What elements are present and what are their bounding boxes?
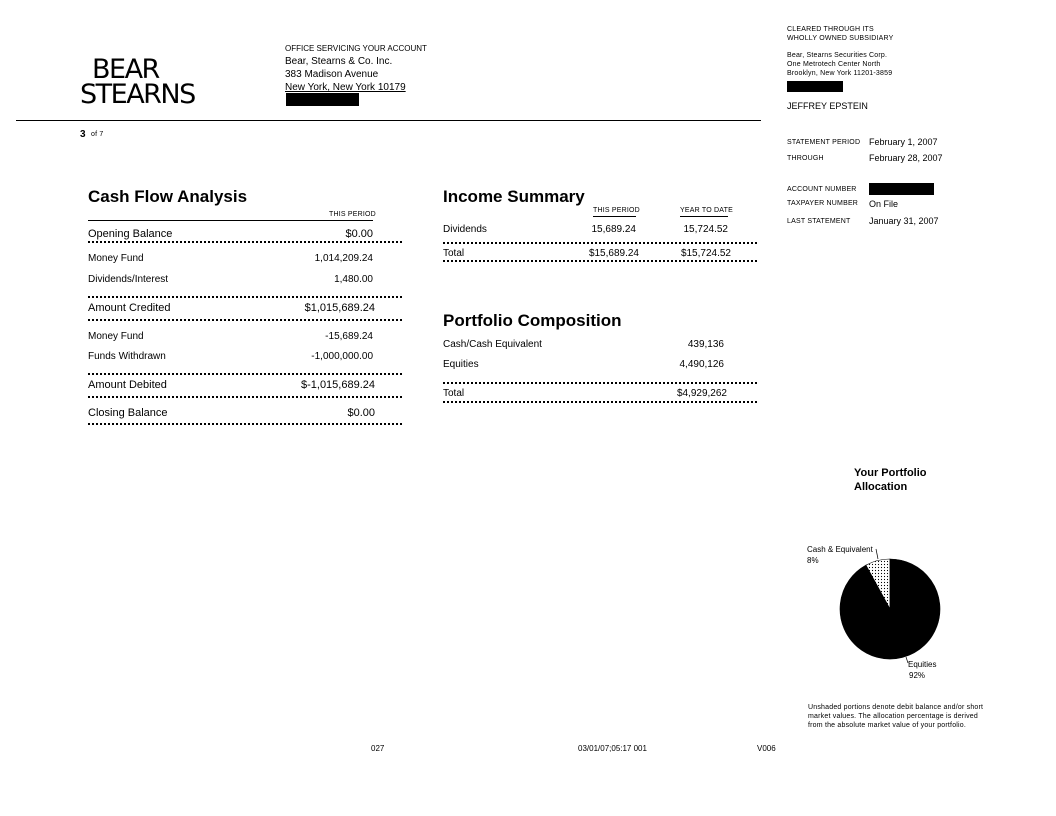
cash-flow-label: Funds Withdrawn [88, 351, 166, 362]
portfolio-value: $4,929,262 [676, 388, 727, 399]
slice-label-equities: Equities [908, 660, 937, 669]
portfolio-value: 4,490,126 [679, 359, 724, 370]
col-rule [593, 216, 636, 217]
through-value: February 28, 2007 [869, 153, 943, 163]
footer-code2: V006 [757, 744, 776, 753]
income-ytd: 15,724.52 [683, 224, 728, 235]
row-divider [88, 241, 402, 243]
sub-city: Brooklyn, New York 11201-3859 [787, 70, 893, 77]
redacted-account [869, 183, 934, 195]
cash-flow-rule [88, 220, 373, 221]
office-city: New York, New York 10179 [285, 82, 406, 93]
cash-flow-col-header: THIS PERIOD [329, 211, 376, 218]
income-ytd: $15,724.52 [680, 248, 731, 259]
footer-code1: 027 [371, 744, 385, 753]
cash-flow-value: 1,014,209.24 [314, 253, 373, 264]
income-label: Total [443, 248, 465, 259]
income-col2: YEAR TO DATE [680, 207, 733, 214]
office-street: 383 Madison Avenue [285, 69, 379, 80]
portfolio-label: Equities [443, 359, 479, 370]
row-divider [88, 373, 402, 375]
account-label: ACCOUNT NUMBER [787, 186, 857, 193]
income-title: Income Summary [443, 187, 585, 206]
header-rule [16, 120, 761, 121]
cash-flow-value: $0.00 [347, 407, 375, 419]
allocation-note-line1: Unshaded portions denote debit balance and/or short [808, 704, 984, 711]
office-label: OFFICE SERVICING YOUR ACCOUNT [285, 44, 427, 53]
portfolio-value: 439,136 [687, 339, 724, 350]
redacted-block [286, 93, 359, 106]
taxpayer-label: TAXPAYER NUMBER [787, 200, 859, 207]
row-divider [443, 260, 757, 262]
allocation-pie-chart [826, 545, 956, 675]
row-divider [88, 396, 402, 398]
cash-flow-value: $-1,015,689.24 [300, 379, 375, 391]
slice-percent-cash: 8% [807, 556, 819, 565]
row-divider [88, 319, 402, 321]
taxpayer-value: On File [869, 199, 899, 209]
cash-flow-value: $0.00 [345, 228, 373, 240]
logo-line2: STEARNS [80, 79, 195, 110]
col-rule [680, 216, 728, 217]
last-statement-value: January 31, 2007 [869, 216, 939, 226]
row-divider [88, 423, 402, 425]
cash-flow-value: -1,000,000.00 [311, 351, 373, 362]
portfolio-title: Portfolio Composition [443, 311, 622, 330]
slice-percent-equities: 92% [909, 671, 926, 680]
cash-flow-label: Amount Debited [88, 379, 167, 391]
cash-flow-label: Amount Credited [88, 302, 171, 314]
period-value: February 1, 2007 [869, 137, 938, 147]
row-divider [443, 382, 757, 384]
allocation-note-line2: market values. The allocation percentage is derived [808, 713, 978, 720]
page-number: 3 [80, 129, 86, 140]
cash-flow-label: Money Fund [88, 253, 144, 264]
sub-street: One Metrotech Center North [787, 61, 881, 68]
page-of: of 7 [91, 131, 104, 138]
row-divider [443, 401, 757, 403]
income-this-period: $15,689.24 [588, 248, 639, 259]
allocation-note-line3: from the absolute market value of your portfolio. [808, 722, 967, 729]
portfolio-label: Cash/Cash Equivalent [443, 339, 542, 350]
allocation-title-line2: Allocation [854, 481, 908, 493]
client-name: JEFFREY EPSTEIN [787, 101, 868, 111]
pie-slice-equities [840, 559, 940, 659]
redacted-block [787, 81, 843, 92]
sub-name: Bear, Stearns Securities Corp. [787, 52, 888, 59]
portfolio-label: Total [443, 388, 465, 399]
cleared-line1: CLEARED THROUGH ITS [787, 26, 874, 33]
through-label: THROUGH [787, 155, 824, 162]
allocation-title-line1: Your Portfolio [854, 467, 927, 479]
cash-flow-value: $1,015,689.24 [304, 302, 375, 314]
bear-stearns-logo [80, 54, 195, 110]
row-divider [88, 296, 402, 298]
last-statement-label: LAST STATEMENT [787, 218, 851, 225]
cash-flow-label: Opening Balance [88, 228, 173, 240]
period-label: STATEMENT PERIOD [787, 139, 861, 146]
leader-line-cash [876, 549, 878, 559]
cash-flow-label: Money Fund [88, 331, 144, 342]
footer-timestamp: 03/01/07;05:17 001 [578, 744, 647, 753]
cash-flow-title: Cash Flow Analysis [88, 187, 248, 206]
income-this-period: 15,689.24 [591, 224, 636, 235]
cash-flow-value: -15,689.24 [325, 331, 373, 342]
income-col1: THIS PERIOD [593, 207, 640, 214]
cash-flow-value: 1,480.00 [334, 274, 373, 285]
slice-label-cash: Cash & Equivalent [807, 545, 873, 554]
logo-line1: BEAR [92, 54, 159, 85]
row-divider [443, 242, 757, 244]
office-name: Bear, Stearns & Co. Inc. [285, 56, 393, 67]
cash-flow-label: Closing Balance [88, 407, 168, 419]
cash-flow-label: Dividends/Interest [88, 274, 169, 285]
leader-line-equities [906, 657, 908, 663]
cleared-line2: WHOLLY OWNED SUBSIDIARY [787, 35, 894, 42]
income-label: Dividends [443, 224, 487, 235]
